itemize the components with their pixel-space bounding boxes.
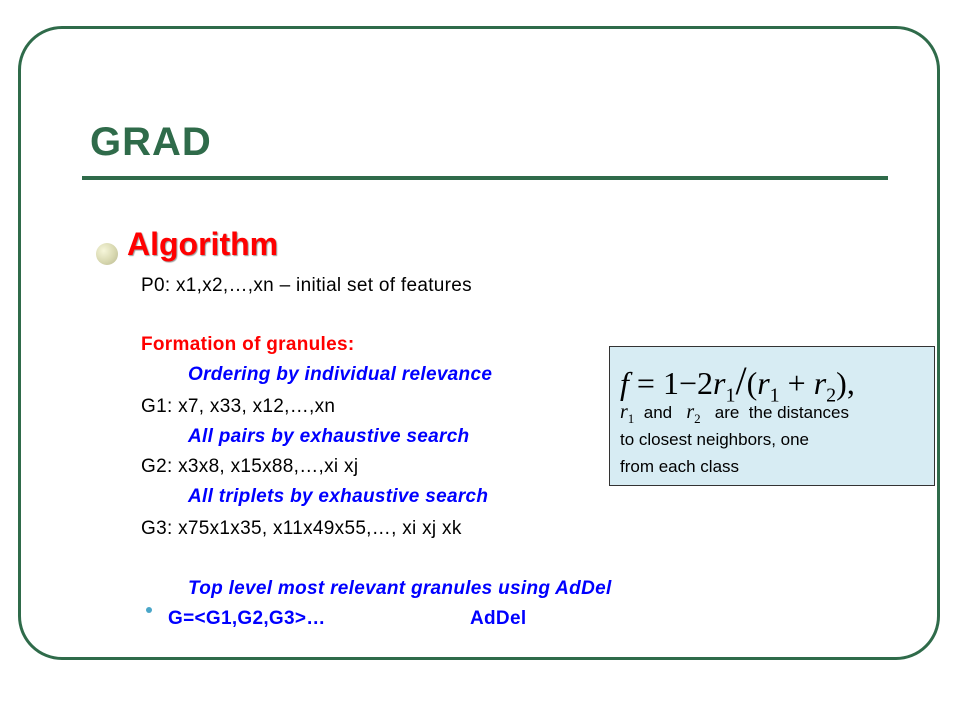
formula-box <box>609 346 935 486</box>
addel-label: AdDel <box>470 608 527 629</box>
and-text: and <box>639 403 682 422</box>
g3-line: G3: x75x1x35, x11x49x55,…, xi xj xk <box>141 518 462 539</box>
pairs-step: All pairs by exhaustive search <box>188 426 470 447</box>
final-granules-line: G=<G1,G2,G3>… <box>168 608 326 629</box>
r2-symbol: $r_2$ <box>686 401 701 426</box>
formula-text: $f = 1-2r_1/(r_1 + r_2)$, <box>620 358 855 407</box>
bullet-icon <box>96 243 118 265</box>
formula-desc-line1 <box>620 401 849 427</box>
formula-desc-line3: from each class <box>620 457 740 476</box>
initial-features-line: P0: x1,x2,…,xn – initial set of features <box>141 275 472 296</box>
sub-bullet-icon <box>146 607 152 613</box>
ordering-step: Ordering by individual relevance <box>188 364 493 385</box>
formation-label: Formation of granules: <box>141 334 355 355</box>
r1-symbol: $r_1$ <box>620 401 635 426</box>
title-divider <box>82 176 888 180</box>
triplets-step: All triplets by exhaustive search <box>188 486 489 507</box>
g2-line: G2: x3x8, x15x88,…,xi xj <box>141 456 359 477</box>
top-level-step: Top level most relevant granules using AdDel <box>188 578 612 599</box>
distance-formula <box>620 357 855 407</box>
are-text: are the distances <box>705 403 849 422</box>
formula-desc-line2: to closest neighbors, one <box>620 430 810 449</box>
g1-line: G1: x7, x33, x12,…,xn <box>141 396 336 417</box>
slide-title: GRAD <box>90 120 212 164</box>
section-heading: Algorithm <box>127 226 279 262</box>
